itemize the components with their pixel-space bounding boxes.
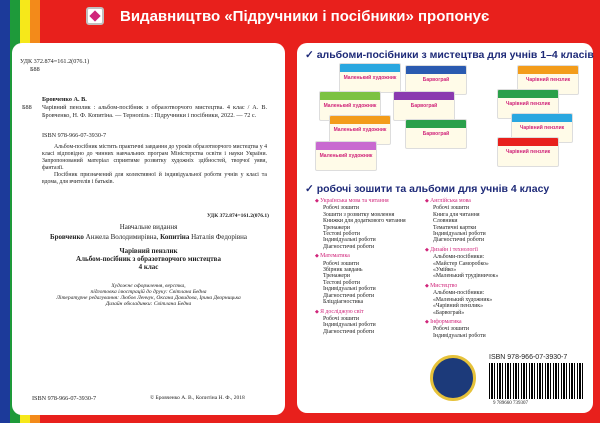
udk-top: УДК 372.874=161.2(076.1) (20, 58, 90, 65)
product-item: Словники (433, 218, 458, 225)
product-item: «Маленький художник» (433, 296, 493, 303)
cover-band (340, 64, 400, 72)
subject-heading: ◆ Англійська мова (425, 198, 498, 205)
cover-title: Чарівний пензлик (525, 77, 571, 83)
abstract-purpose: Посібник призначений для колективної й індивідуальної роботи учнів у класі та вдома, для вчителів і батьків. (42, 172, 267, 185)
product-item: Індивідуальні роботи (323, 237, 376, 244)
barcode (489, 363, 585, 399)
credit-4: Дизайн обкладинки: Світлана Бедна (105, 301, 192, 307)
book-subtitle: Альбом-посібник з образотворчого мистецтва (76, 255, 221, 263)
cover-band (320, 92, 380, 100)
cover-title: Барвограй (422, 77, 450, 83)
product-item: Тестові роботи (323, 231, 360, 238)
product-item: Індивідуальні роботи (323, 286, 376, 293)
book-cover (497, 137, 559, 167)
credit-2: підготовка ілюстрацій до друку: Світлана Бедна (90, 289, 207, 295)
book-title: Чарівний пензлик (119, 247, 178, 255)
cover-title: Барвограй (410, 103, 438, 109)
imprint-panel (12, 43, 285, 415)
cover-band (330, 116, 390, 124)
product-item: Зошити з розвитку мовлення (323, 211, 395, 218)
barcode-digits: 9 789660 739307 (493, 401, 528, 406)
quality-seal-icon (430, 355, 476, 401)
product-item: Книжки для додаткового читання (323, 218, 406, 225)
product-list-col1 (315, 198, 406, 335)
cover-title: Чарівний пензлик (505, 101, 551, 107)
cover-band (498, 138, 558, 146)
product-item: Діагностичні роботи (323, 292, 375, 299)
author-head: Бровченко А. В. (42, 96, 87, 103)
book-cover (339, 63, 401, 93)
product-item: Робочі зошити (323, 205, 360, 212)
copyright: © Бровченко А. В., Копитіна Н. Ф., 2018 (150, 395, 245, 401)
book-cover (405, 119, 467, 149)
cover-band (394, 92, 454, 100)
product-item: Індивідуальні роботи (433, 231, 486, 238)
product-item: Діагностичні роботи (323, 243, 375, 250)
bbk: Б88 (22, 104, 32, 111)
cover-title: Маленький художник (319, 153, 373, 159)
product-item: Тренажери (323, 224, 350, 231)
authors (12, 234, 285, 242)
subject-heading: ◆ Українська мова та читання (315, 198, 406, 205)
cover-band (316, 142, 376, 150)
product-item: Тестові роботи (323, 279, 360, 286)
cover-title: Чарівний пензлик (505, 149, 551, 155)
cover-title: Маленький художник (323, 103, 377, 109)
author2-surname: Копитіна (160, 233, 190, 241)
subject-heading: ◆ Математика (315, 253, 406, 260)
author1-name: Анжела Володимирівна, (85, 233, 159, 241)
edition-type: Навчальне видання (119, 223, 178, 231)
product-item: Робочі зошити (323, 315, 360, 322)
product-item: «Чарівний пензлик» (433, 303, 484, 310)
credit-3: Літературне редагування: Любов Ленчук, Оксана Давидова, Ірина Дворницька (56, 295, 241, 301)
cover-title: Маленький художник (333, 127, 387, 133)
product-item: Альбоми-посібники: (433, 254, 485, 261)
product-item: Книга для читання (433, 211, 480, 218)
udk: УДК 372.874=161.2(076.1) (206, 213, 269, 219)
product-list-col2 (425, 198, 498, 339)
product-item: Бліцдіагностика (323, 299, 364, 306)
product-item: Робочі зошити (433, 326, 470, 333)
cover-band (498, 90, 558, 98)
subject-heading: ◆ Інформатика (425, 319, 498, 326)
bbk-top: Б88 (30, 66, 40, 73)
cover-band (406, 120, 466, 128)
citation: Чарівний пензлик : альбом-посібник з образотворчого мистецтва. 4 клас / А. В. Бровченко, Н. Ф. Копитіна. — Тернопіль : Підручники і посібники, 2022. — 72 с. (42, 104, 267, 119)
stripe-blue (0, 0, 10, 423)
subject-heading: ◆ Дизайн і технології (425, 247, 498, 254)
credit-1: Художнє оформлення, верстка, (111, 283, 186, 289)
promo-heading-workbooks: ✓ робочі зошити та альбоми для учнів 4 класу (305, 183, 550, 195)
isbn: ISBN 978-966-07-3930-7 (42, 132, 107, 139)
product-item: Робочі зошити (323, 260, 360, 267)
product-item: Альбоми-посібники: (433, 290, 485, 297)
promo-panel (297, 43, 593, 413)
product-item: Збірник завдань (323, 267, 363, 274)
isbn-bottom: ISBN 978-966-07-3930-7 (32, 395, 97, 402)
cover-band (406, 66, 466, 74)
product-item: Робочі зошити (433, 205, 470, 212)
product-item: «Маленький трудівничок» (433, 273, 499, 280)
product-item: «Барвограй» (433, 309, 465, 316)
grade: 4 клас (138, 263, 159, 271)
author2-name: Наталія Федорівна (191, 233, 247, 241)
cover-band (512, 114, 572, 122)
author1-surname: Бровченко (50, 233, 84, 241)
product-item: Діагностичні роботи (433, 237, 485, 244)
product-item: «Майстер Саморобко» (433, 260, 489, 267)
book-cover (393, 91, 455, 121)
product-item: Індивідуальні роботи (433, 332, 486, 339)
publisher-logo-icon (86, 7, 104, 25)
product-item: «Умійко» (433, 267, 457, 274)
product-item: Діагностичні роботи (323, 328, 375, 335)
page-title: Видавництво «Підручники і посібники» пропонує (120, 8, 490, 25)
product-item: Індивідуальні роботи (323, 322, 376, 329)
product-item: Тематичні картки (433, 224, 477, 231)
book-cover (315, 141, 377, 171)
abstract: Альбом-посібник містить практичні завдання до уроків образотворчого мистецтва у 4 класі відповідно до чинних навчальних програм Міністерства освіти і науки України. Запропонований матеріал сприятиме розвитку художніх здібностей, творчої уяви, фантазії. (42, 144, 267, 171)
subject-heading: ◆ Мистецтво (425, 283, 498, 290)
subject-heading: ◆ Я досліджую світ (315, 309, 406, 316)
cover-title: Чарівний пензлик (519, 125, 565, 131)
isbn-barcode-label: ISBN 978-966-07-3930-7 (489, 354, 568, 361)
product-item: Тренажери (323, 273, 350, 280)
cover-title: Барвограй (422, 131, 450, 137)
cover-title: Маленький художник (343, 75, 397, 81)
promo-heading-albums: ✓ альбоми-посібники з мистецтва для учнів 1–4 класів (305, 49, 594, 61)
cover-band (518, 66, 578, 74)
